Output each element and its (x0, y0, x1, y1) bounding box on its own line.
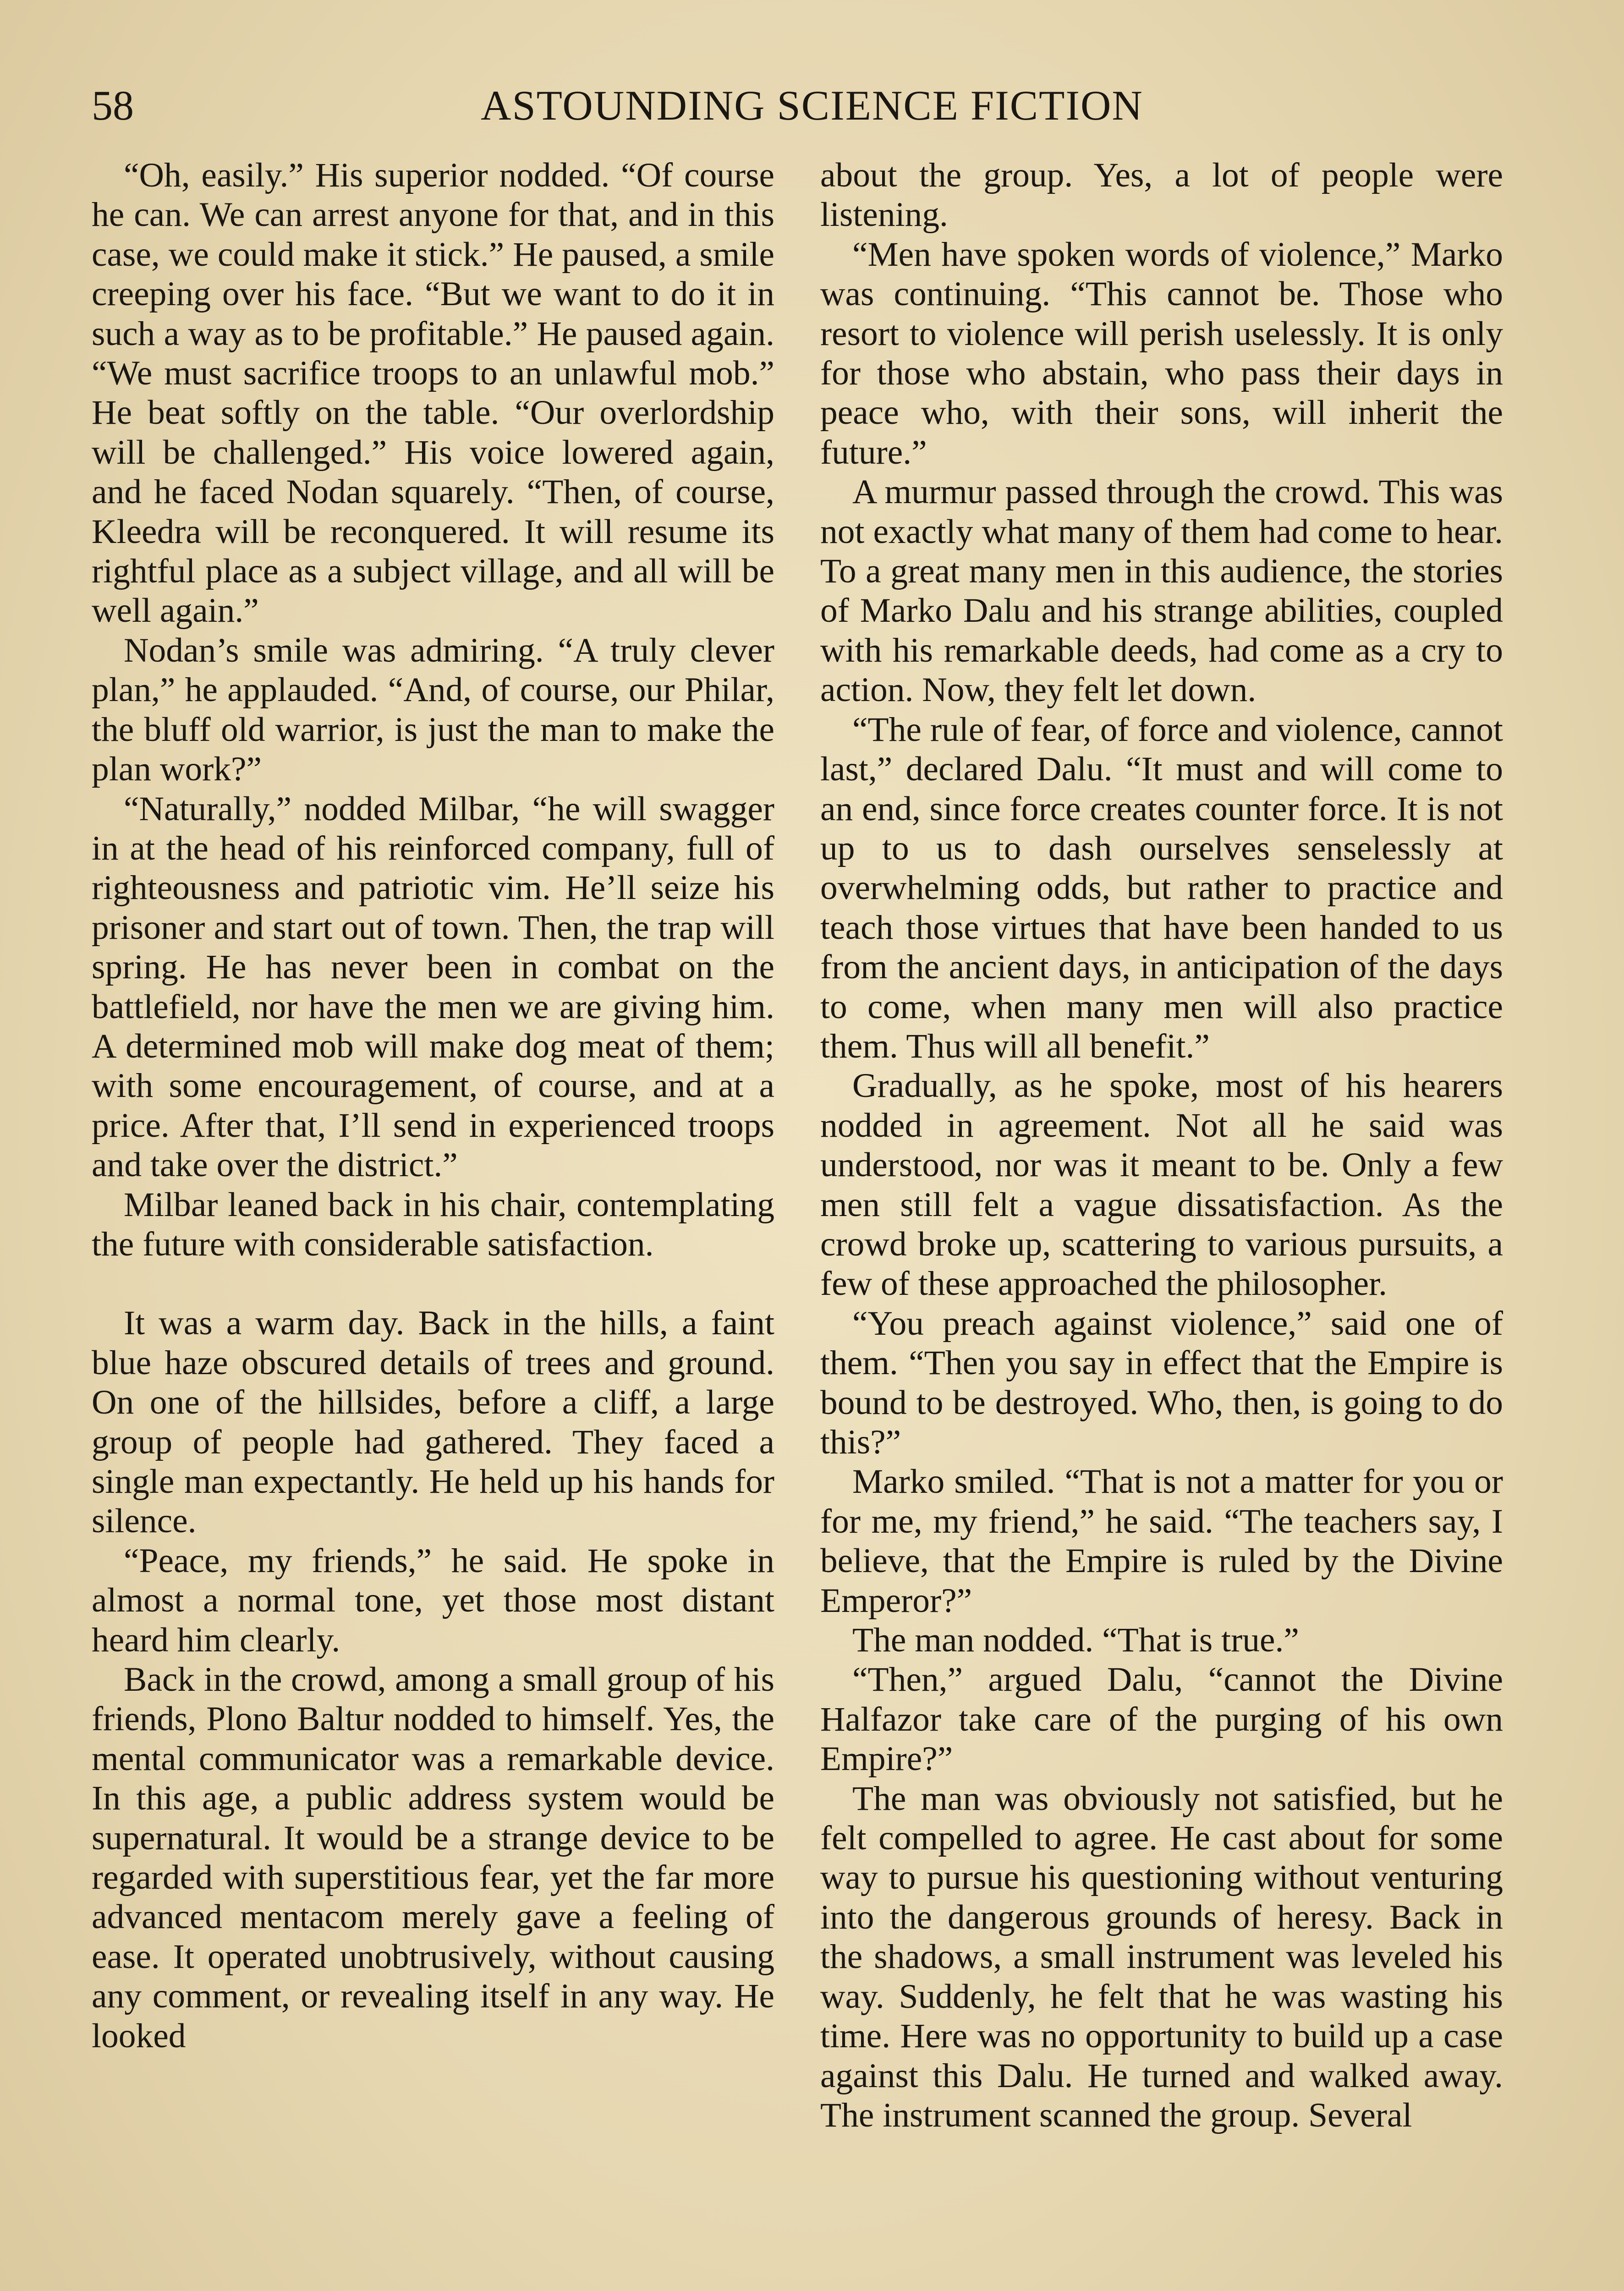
paragraph: “Peace, my friends,” he said. He spoke in almost a normal tone, yet those most distant heard him clearly. (92, 1541, 774, 1659)
paragraph: “Oh, easily.” His superior nodded. “Of course he can. We can arrest anyone for that, and in this case, we could make it stick.” He paused, a smile creeping over his face. “But we want to do it in such a way as to be profitable.” He paused again. “We must sacrifice troops to an unlawful mob.” He beat softly on the table. “Our overlordship will be challenged.” His voice lowered again, and he faced Nodan squarely. “Then, of course, Kleedra will be reconquered. It will resume its rightful place as a subject village, and all will be well again.” (92, 156, 774, 630)
paragraph: Milbar leaned back in his chair, contemplating the future with considerable satisfaction. (92, 1185, 774, 1263)
left-column (92, 156, 774, 2056)
paragraph: The man nodded. “That is true.” (852, 1621, 1299, 1660)
paragraph: “You preach against violence,” said one of them. “Then you say in effect that the Empire is bound to be destroyed. Who, then, is going to do this?” (820, 1304, 1503, 1461)
page-header (92, 78, 1532, 133)
paragraph: A murmur passed through the crowd. This was not exactly what many of them had come to hear. To a great many men in this audience, the stories of Marko Dalu and his strange abilities, coupled with his remarkable deeds, had come as a cry to action. Now, they felt let down. (820, 473, 1503, 709)
paragraph: Gradually, as he spoke, most of his hearers nodded in agreement. Not all he said was understood, nor was it meant to be. Only a few men still felt a vague dissatisfaction. As the crowd broke up, scattering to various pursuits, a few of these approached the philosopher. (820, 1067, 1503, 1303)
paragraph: Nodan’s smile was admiring. “A truly clever plan,” he applauded. “And, of course, our Philar, the bluff old warrior, is just the man to make the plan work?” (92, 631, 774, 789)
paragraph: “Naturally,” nodded Milbar, “he will swagger in at the head of his reinforced company, full of righteousness and patriotic vim. He’ll seize his prisoner and start out of town. Then, the trap will spring. He has never been in combat on the battlefield, nor have the men we are giving him. A determined mob will make dog meat of them; with some encouragement, of course, and at a price. After that, I’ll send in experienced troops and take over the district.” (92, 789, 774, 1184)
paragraph: It was a warm day. Back in the hills, a faint blue haze obscured details of trees and ground. On one of the hillsides, before a cliff, a large group of people had gathered. They faced a single man expectantly. He held up his hands for silence. (92, 1304, 774, 1540)
page-number: 58 (92, 82, 134, 129)
paragraph: about the group. Yes, a lot of people were listening. (820, 156, 1503, 234)
paragraph: “The rule of fear, of force and violence, cannot last,” declared Dalu. “It must and will come to an end, since force creates counter force. It is not up to us to dash ourselves senselessly at overwhelming odds, but rather to practice and teach those virtues that have been handed to us from the ancient days, in anticipation of the days to come, when many men will also practice them. Thus will all benefit.” (820, 710, 1503, 1065)
paragraph: The man was obviously not satisfied, but he felt compelled to agree. He cast about for some way to pursue his questioning without venturing into the dangerous grounds of heresy. Back in the shadows, a small instrument was leveled his way. Suddenly, he felt that he was wasting his time. Here was no opportunity to build up a case against this Dalu. He turned and walked away. The instrument scanned the group. Several (820, 1779, 1503, 2134)
paragraph: “Then,” argued Dalu, “cannot the Divine Halfazor take care of the purging of his own Empire?” (820, 1661, 1503, 1778)
paragraph: “Men have spoken words of violence,” Marko was continuing. “This cannot be. Those who resort to violence will perish uselessly. It is only for those who abstain, who pass their days in peace who, with their sons, will inherit the future.” (820, 235, 1503, 471)
running-title: ASTOUNDING SCIENCE FICTION (481, 82, 1143, 129)
paragraph: Marko smiled. “That is not a matter for you or for me, my friend,” he said. “The teachers say, I believe, that the Empire is ruled by the Divine Emperor?” (820, 1463, 1503, 1620)
paragraph: Back in the crowd, among a small group of his friends, Plono Baltur nodded to himself. Yes, the mental communicator was a remarkable device. In this age, a public address system would be supernatural. It would be a strange device to be regarded with superstitious fear, yet the far more advanced mentacom merely gave a feeling of ease. It operated unobtrusively, without causing any comment, or revealing itself in any way. He looked (92, 1661, 774, 2055)
right-column (820, 156, 1503, 2135)
